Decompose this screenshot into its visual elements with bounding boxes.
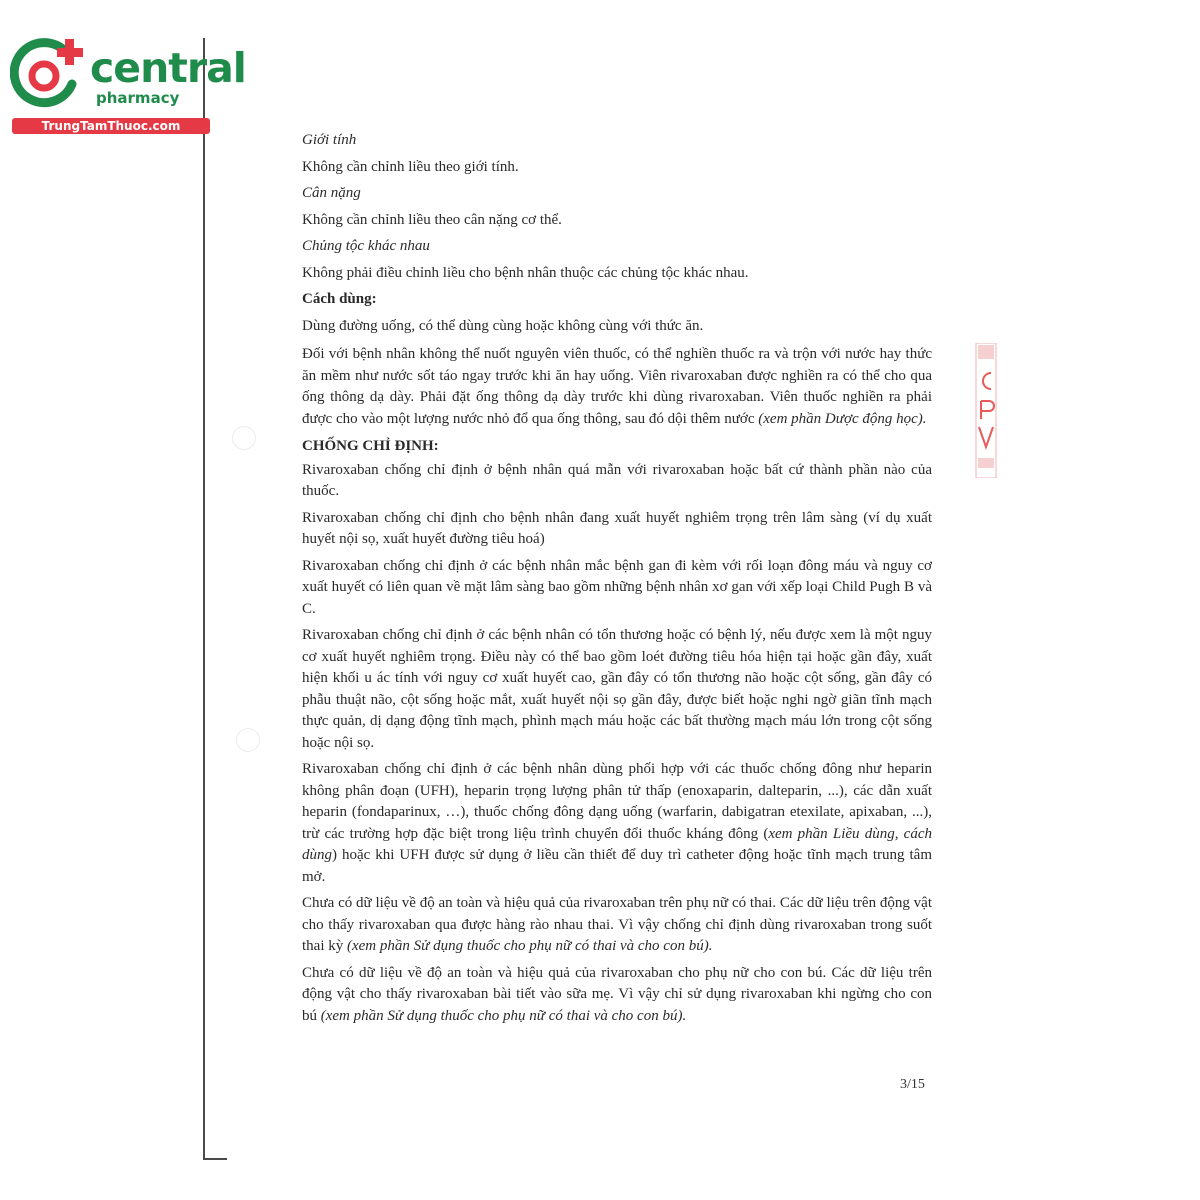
text-ccd-2: Rivaroxaban chống chỉ định cho bệnh nhân đang xuất huyết nghiêm trọng trên lâm sàng (ví dụ xuất huyết nội sọ, xuất huyết đường tiêu hoá) bbox=[302, 509, 932, 547]
page-bottom-edge bbox=[205, 1158, 227, 1160]
central-pharmacy-logo bbox=[10, 38, 246, 138]
ref-phu-nu-co-thai-2: (xem phần Sử dụng thuốc cho phụ nữ có thai và cho con bú). bbox=[320, 1007, 687, 1024]
text-ccd-5 bbox=[302, 759, 932, 888]
logo-url: TrungTamThuoc.com bbox=[12, 118, 210, 134]
text-ccd-5-a: Rivaroxaban chống chỉ định ở các bệnh nhân dùng phối hợp với các thuốc chống đông như heparin không phân đoạn (UFH), heparin trọng lượng phân tử thấp (enoxaparin, dalteparin, ...), các dẫn xuất heparin (fondaparinux, …), thuốc chống đông dạng uống (warfarin, dabigatran etexilate, apixaban, ...), trừ các trường hợp đặc biệt trong liệu trình chuyển đổi thuốc kháng đông ( bbox=[302, 761, 932, 842]
text-ccd-6 bbox=[302, 893, 932, 958]
text-ccd-4: Rivaroxaban chống chỉ định ở các bệnh nhân có tổn thương hoặc có bệnh lý, nếu được xem là một nguy cơ xuất huyết nghiêm trọng. Điều này có thể bao gồm loét đường tiêu hóa hiện tại hoặc gần đây, xuất hiện khối u ác tính với nguy cơ xuất huyết cao, gần đây có tổn thương não hoặc cột sống, gần đây có phẫu thuật não, cột sống hoặc mắt, xuất huyết nội sọ gần đây, được biết hoặc nghi ngờ giãn tĩnh mạch thực quản, dị dạng động tĩnh mạch, phình mạch máu hoặc các bất thường mạch máu lớn trong cột sống hoặc nội sọ. bbox=[302, 627, 932, 751]
text-cach-dung-2 bbox=[302, 344, 932, 430]
text-ccd-5-b: ) hoặc khi UFH được sử dụng ở liều cần thiết để duy trì catheter động hoặc tĩnh mạch trung tâm mở. bbox=[302, 847, 932, 885]
document-body bbox=[302, 127, 932, 1027]
heading-gioi-tinh: Giới tính bbox=[302, 132, 357, 148]
ref-duoc-dong-hoc: (xem phần Dược động học). bbox=[758, 410, 927, 427]
heading-chung-toc: Chủng tộc khác nhau bbox=[302, 238, 430, 254]
text-ccd-7 bbox=[302, 963, 932, 1028]
text-gioi-tinh: Không cần chỉnh liều theo giới tính. bbox=[302, 158, 519, 175]
approval-stamp bbox=[975, 343, 997, 478]
page-left-edge bbox=[203, 38, 205, 1160]
text-ccd-1: Rivaroxaban chống chỉ định ở bệnh nhân quá mẫn với rivaroxaban hoặc bất cứ thành phần nào của thuốc. bbox=[302, 461, 932, 499]
ref-phu-nu-co-thai-1: (xem phần Sử dụng thuốc cho phụ nữ có thai và cho con bú). bbox=[347, 938, 713, 954]
logo-subtitle: pharmacy bbox=[96, 89, 180, 107]
text-ccd-3: Rivaroxaban chống chỉ định ở các bệnh nhân mắc bệnh gan đi kèm với rối loạn đông máu và nguy cơ xuất huyết có liên quan về mặt lâm sàng bao gồm những bệnh nhân xơ gan với xếp loại Child Pugh B và C. bbox=[302, 557, 932, 617]
ref-lieu-dung: xem phần Liều dùng, cách dùng bbox=[302, 825, 932, 863]
logo-name: central bbox=[90, 44, 246, 92]
text-ccd-6-body: Chưa có dữ liệu về độ an toàn và hiệu quả của rivaroxaban trên phụ nữ có thai. Các dữ liệu trên động vật cho thấy rivaroxaban qua được hàng rào nhau thai. Vì vậy chống chỉ định dùng rivaroxaban trong suốt thai kỳ bbox=[302, 895, 932, 954]
page-number: 3/15 bbox=[900, 1077, 925, 1092]
heading-cach-dung: Cách dùng: bbox=[302, 291, 377, 307]
text-chung-toc: Không phải điều chỉnh liều cho bệnh nhân thuộc các chủng tộc khác nhau. bbox=[302, 264, 749, 281]
text-cach-dung-2-body: Đối với bệnh nhân không thể nuốt nguyên viên thuốc, có thể nghiền thuốc ra và trộn với nước hay thức ăn mềm như nước sốt táo ngay trước khi ăn hay uống. Viên rivaroxaban được nghiền ra có thể cho qua ống thông dạ dày. Phải đặt ống thông dạ dày trước khi dùng rivaroxaban. Viên thuốc nghiền ra phải được cho vào một lượng nước nhỏ đổ qua ống thông, sau đó dội thêm nước bbox=[302, 346, 932, 427]
heading-chong-chi-dinh: CHỐNG CHỈ ĐỊNH: bbox=[302, 438, 439, 454]
punch-hole bbox=[236, 728, 260, 752]
heading-can-nang: Cân nặng bbox=[302, 185, 361, 201]
text-ccd-7-body: Chưa có dữ liệu về độ an toàn và hiệu quả của rivaroxaban cho phụ nữ cho con bú. Các dữ liệu trên động vật cho thấy rivaroxaban bài tiết vào sữa mẹ. Vì vậy chỉ sử dụng rivaroxaban khi ngừng cho con bú bbox=[302, 964, 932, 1024]
pharmacy-cross-icon bbox=[10, 38, 92, 110]
text-cach-dung-1: Dùng đường uống, có thể dùng cùng hoặc không cùng với thức ăn. bbox=[302, 317, 704, 334]
text-can-nang: Không cần chỉnh liều theo cân nặng cơ thể. bbox=[302, 211, 562, 228]
punch-hole bbox=[232, 426, 256, 450]
